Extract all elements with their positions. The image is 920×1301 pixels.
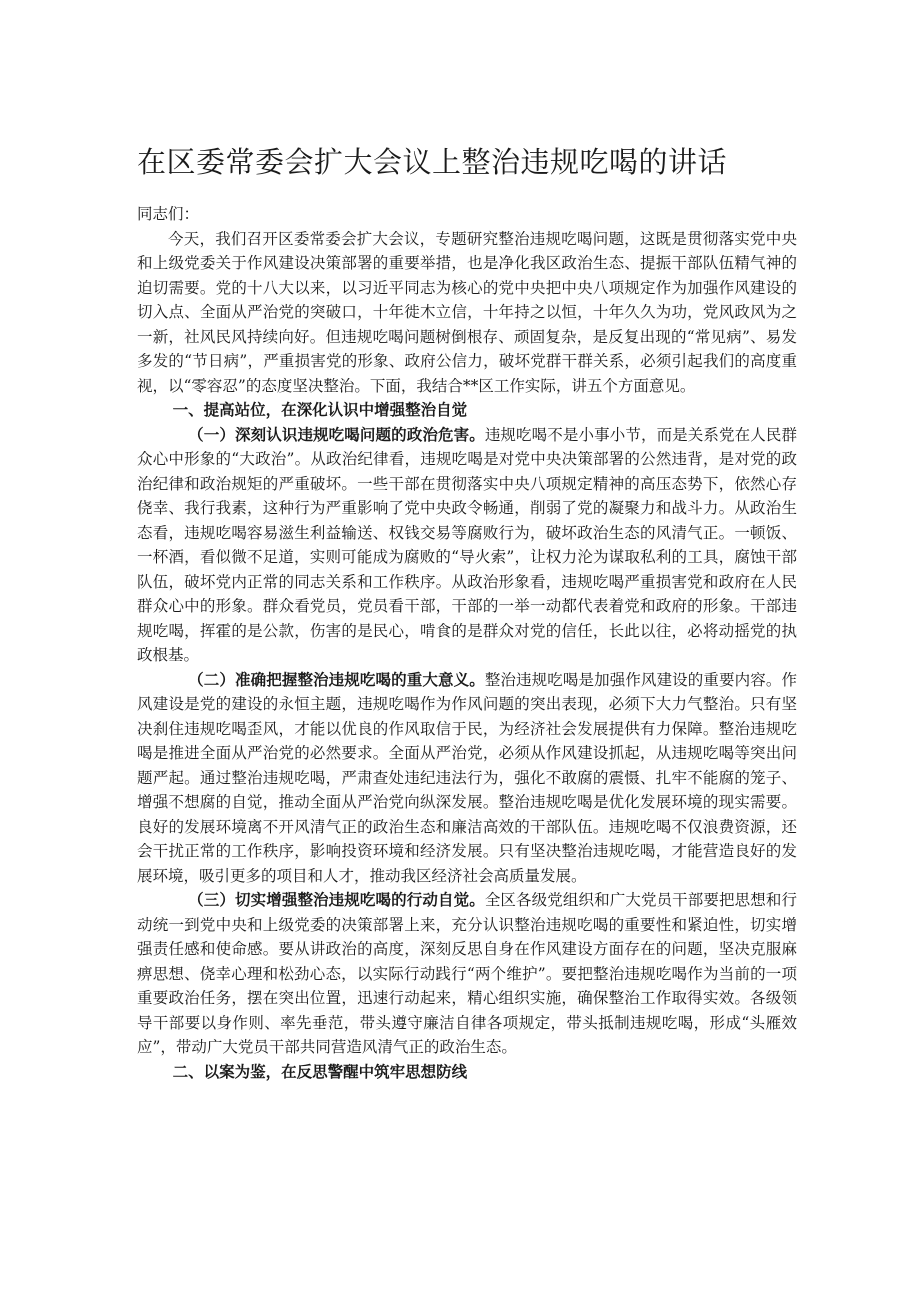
subsection-2-paragraph [137,668,797,889]
document-title: 在区委常委会扩大会议上整治违规吃喝的讲话 [137,145,728,179]
subsection-2-heading: （二）准确把握整治违规吃喝的重大意义。 [188,669,485,689]
subsection-3-paragraph [137,888,797,1060]
salutation: 同志们： [137,205,200,223]
subsection-3-heading: （三）切实增强整治违规吃喝的行动自觉。 [188,890,485,909]
subsection-1-paragraph [137,423,797,668]
document-page [137,140,797,1084]
intro-paragraph: 今天，我们召开区委常委会扩大会议，专题研究整治违规吃喝问题，这既是贯彻落实党中央和上级党委关于作风建设决策部署的重要举措，也是净化我区政治生态、提振干部队伍精气神的迫切需要。党的十八大以来，以习近平同志为核心的党中央把中央八项规定作为加强作风建设的切入点、全面从严治党的突破口，十年徙木立信，十年持之以恒，十年久久为功，党风政风为之一新，社风民风持续向好。但违规吃喝问题树倒根存、顽固复杂，是反复出现的“常见病”、易发多发的“节日病”，严重损害党的形象、政府公信力，破坏党群干群关系，必须引起我们的高度重视，以“零容忍”的态度坚决整治。下面，我结合**区工作实际，讲五个方面意见。 [137,229,797,395]
subsection-1-body: 违规吃喝不是小事小节，而是关系党在人民群众心中形象的“大政治”。从政治纪律看，违规吃喝是对党中央决策部署的公然违背，是对党的政治纪律和政治规矩的严重破坏。一些干部在贯彻落实中央八项规定精神的高压态势下，依然心存侥幸、我行我素，这种行为严重影响了党中央政令畅通，削弱了党的凝聚力和战斗力。从政治生态看，违规吃喝容易滋生利益输送、权钱交易等腐败行为，破坏政治生态的风清气正。一顿饭、一杯酒，看似微不足道，实则可能成为腐败的“导火索”，让权力沦为谋取私利的工具，腐蚀干部队伍，破坏党内正常的同志关系和工作秩序。从政治形象看，违规吃喝严重损害党和政府在人民群众心中的形象。群众看党员，党员看干部，干部的一举一动都代表着党和政府的形象。干部违规吃喝，挥霍的是公款，伤害的是民心，啃食的是群众对党的信任，长此以往，必将动摇党的执政根基。 [137,425,797,664]
section-2-heading: 二、以案为鉴，在反思警醒中筑牢思想防线 [172,1061,468,1081]
subsection-2-body: 整治违规吃喝是加强作风建设的重要内容。作风建设是党的建设的永恒主题，违规吃喝作为作风问题的突出表现，必须下大力气整治。只有坚决刹住违规吃喝歪风，才能以优良的作风取信于民，为经济社会发展提供有力保障。整治违规吃喝是推进全面从严治党的必然要求。全面从严治党，必须从作风建设抓起，从违规吃喝等突出问题严起。通过整治违规吃喝，严肃查处违纪违法行为，强化不敢腐的震慑、扎牢不能腐的笼子、增强不想腐的自觉，推动全面从严治党向纵深发展。整治违规吃喝是优化发展环境的现实需要。良好的发展环境离不开风清气正的政治生态和廉洁高效的干部队伍。违规吃喝不仅浪费资源，还会干扰正常的工作秩序，影响投资环境和经济发展。只有坚决整治违规吃喝，才能营造良好的发展环境，吸引更多的项目和人才，推动我区经济社会高质量发展。 [137,670,797,885]
subsection-1-heading: （一）深刻认识违规吃喝问题的政治危害。 [188,424,485,444]
section-1-heading: 一、提高站位，在深化认识中增强整治自觉 [172,400,468,419]
subsection-3-body: 全区各级党组织和广大党员干部要把思想和行动统一到党中央和上级党委的决策部署上来，充分认识整治违规吃喝的重要性和紧迫性，切实增强责任感和使命感。要从讲政治的高度，深刻反思自身在作风建设方面存在的问题，坚决克服麻痹思想、侥幸心理和松劲心态，以实际行动践行“两个维护”。要把整治违规吃喝作为当前的一项重要政治任务，摆在突出位置，迅速行动起来，精心组织实施，确保整治工作取得实效。各级领导干部要以身作则、率先垂范，带头遵守廉洁自律各项规定，带头抵制违规吃喝，形成“头雁效应”，带动广大党员干部共同营造风清气正的政治生态。 [137,891,797,1056]
